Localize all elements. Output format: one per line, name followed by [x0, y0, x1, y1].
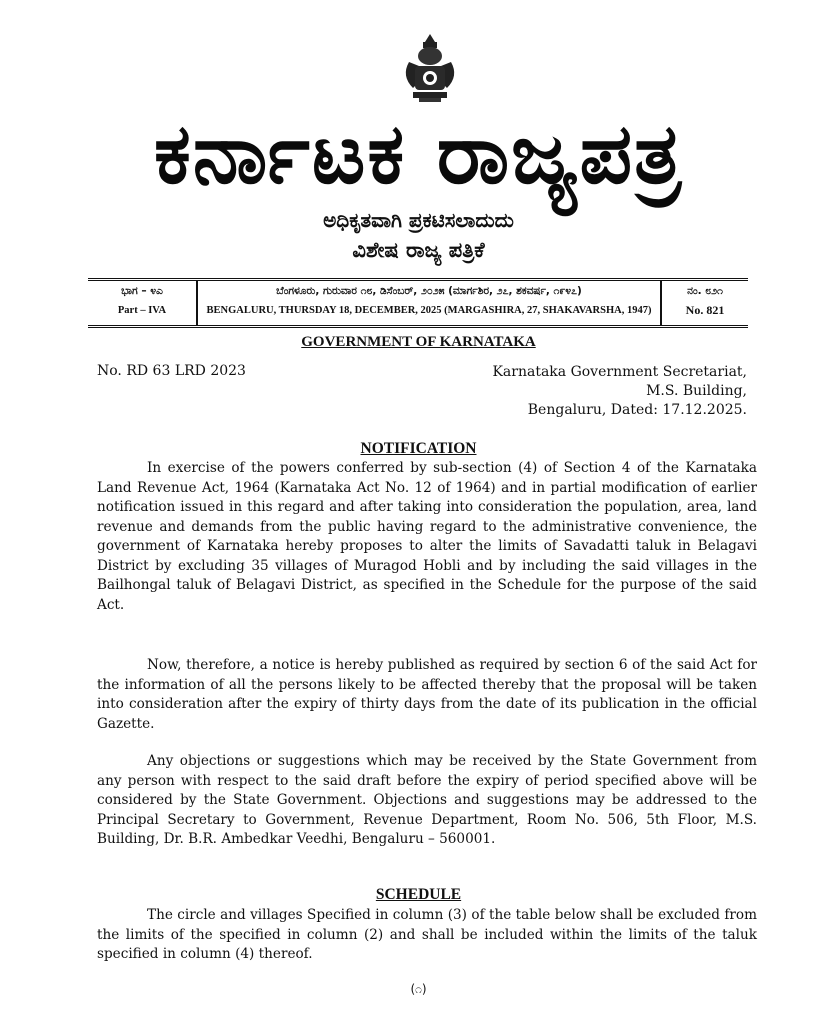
schedule-heading: SCHEDULE	[375, 886, 462, 903]
notification-paragraph-3: Any objections or suggestions which may be received by the State Government from any person with respect to the said draft before the expiry of period specified above will be considered by the State Government. Objections and suggestions may be addressed to the Principal Secretary to Government, Revenue Department, Room No. 506, 5th Floor, M.S. Building, Dr. B.R. Ambedkar Veedhi, Bengaluru – 560001.	[97, 753, 757, 847]
issue-number-cell	[662, 281, 748, 325]
gazette-subtitle-published: ಅಧಿಕೃತವಾಗಿ ಪ್ರಕಟಿಸಲಾದುದು	[323, 208, 514, 232]
issue-number-english: No. 821	[685, 303, 725, 317]
address-line: M.S. Building,	[646, 383, 747, 399]
issue-number-kannada: ನಂ. ೮೨೧	[687, 285, 723, 297]
schedule-paragraph: The circle and villages Specified in column (3) of the table below shall be excluded from the limits of the specified in column (2) and shall be included within the limits of the taluk specified in column (4) thereof.	[97, 907, 757, 962]
issue-part-kannada: ಭಾಗ – ೪ಎ	[121, 285, 163, 297]
issue-date-kannada: ಬೆಂಗಳೂರು, ಗುರುವಾರ ೧೮, ಡಿಸೆಂಬರ್, ೨೦೨೫ (ಮಾರ್ಗಶಿರ, ೨೭, ಶಕವರ್ಷ, ೧೯೪೭)	[276, 285, 582, 297]
gazette-subtitle-extraordinary: ವಿಶೇಷ ರಾಜ್ಯ ಪತ್ರಿಕೆ	[352, 238, 485, 262]
state-emblem-icon	[395, 32, 465, 104]
issue-date-cell	[198, 281, 662, 325]
address-dated-line: Bengaluru, Dated: 17.12.2025.	[527, 402, 747, 418]
issue-date-english: BENGALURU, THURSDAY 18, DECEMBER, 2025 (MARGASHIRA, 27, SHAKAVARSHA, 1947)	[206, 305, 652, 316]
address-line: Karnataka Government Secretariat,	[492, 364, 747, 380]
notification-paragraph-1: In exercise of the powers conferred by sub-section (4) of Section 4 of the Karnataka Land Revenue Act, 1964 (Karnataka Act No. 12 of 1964) and in partial modification of earlier notification issued in this regard and after taking into consideration the population, area, land revenue and demands from the public having regard to the administrative convenience, the government of Karnataka hereby proposes to alter the limits of Savadatti taluk in Belagavi District by excluding 35 villages of Muragod Hobli and by including the said villages in the Bailhongal taluk of Belagavi District, as specified in the Schedule for the purpose of the said Act.	[97, 460, 757, 613]
government-heading: GOVERNMENT OF KARNATAKA	[301, 334, 536, 350]
issue-part-cell	[88, 281, 198, 325]
issue-part-english: Part – IVA	[117, 305, 167, 316]
reference-number: No. RD 63 LRD 2023	[97, 363, 246, 379]
notification-heading: NOTIFICATION	[360, 440, 477, 457]
secretariat-address	[492, 363, 747, 420]
issue-info-bar	[88, 278, 748, 328]
notification-paragraph-2: Now, therefore, a notice is hereby published as required by section 6 of the said Act for the information of all the persons likely to be affected thereby that the proposal will be taken into consideration after the expiry of thirty days from the date of its publication in the official Gazette.	[97, 657, 757, 732]
gazette-title: ಕರ್ನಾಟಕ ರಾಜ್ಯಪತ್ರ	[153, 106, 684, 203]
page-number: (೧)	[410, 982, 427, 996]
